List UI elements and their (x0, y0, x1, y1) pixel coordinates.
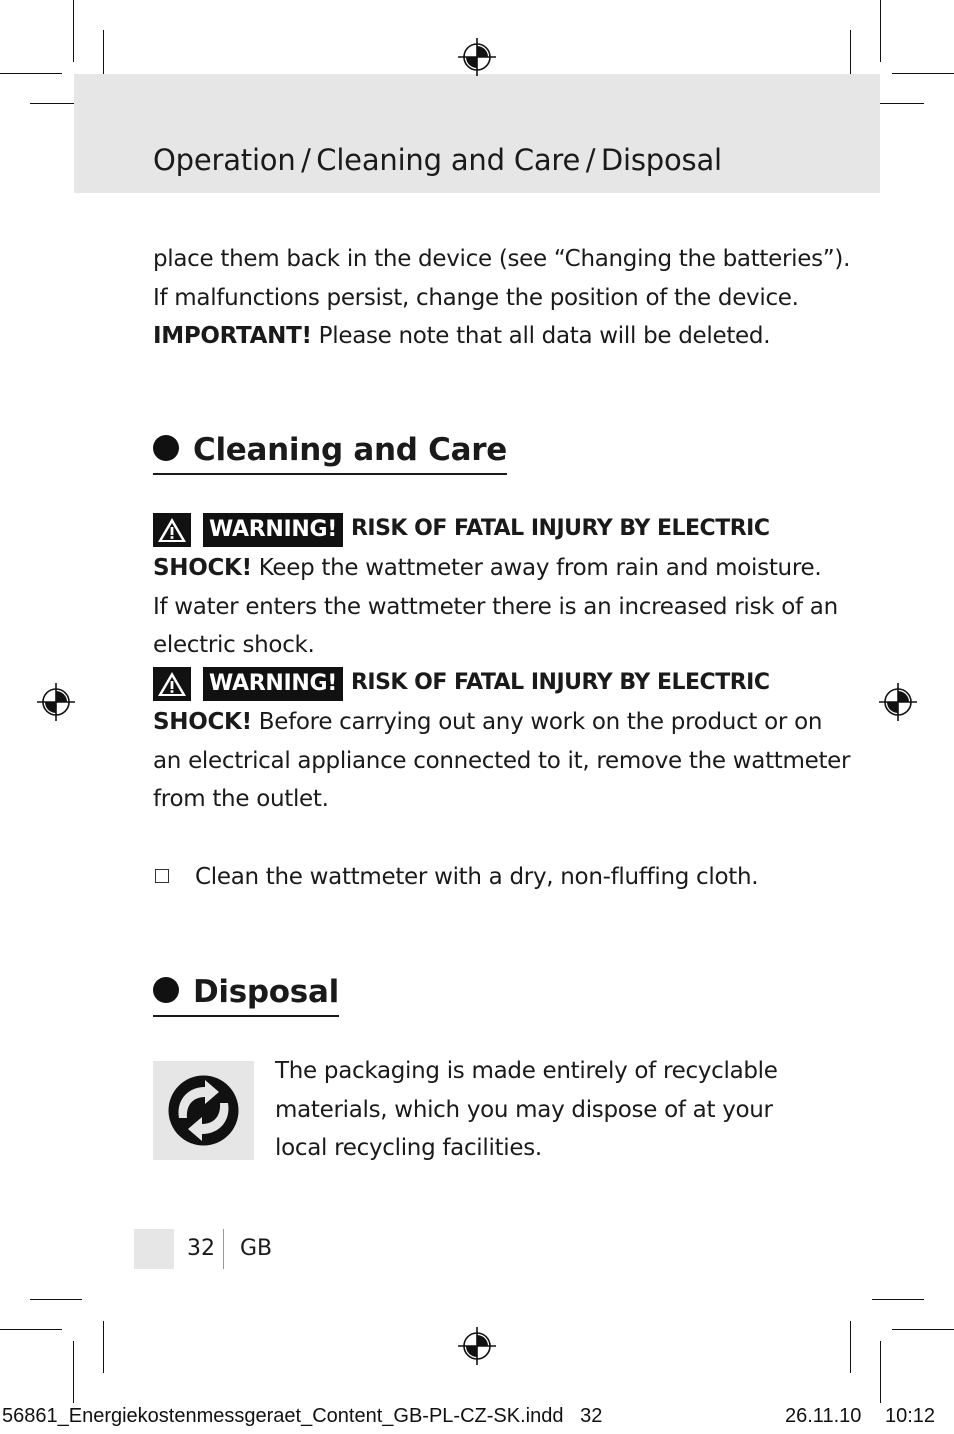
checkbox-bullet-icon (155, 869, 169, 883)
registration-mark-icon (457, 1326, 497, 1366)
important-note (153, 317, 813, 356)
shock-label: SHOCK! (153, 709, 252, 735)
warning-text: Before carrying out any work on the product or on (251, 709, 823, 735)
registration-mark-icon (457, 37, 497, 77)
shock-label: SHOCK! (153, 555, 252, 581)
important-text: Please note that all data will be deleted. (311, 323, 771, 350)
warning-badge: WARNING! (203, 513, 343, 547)
language-code: GB (240, 1236, 273, 1261)
crop-mark (0, 1329, 62, 1330)
crop-mark (880, 1341, 881, 1403)
warning-triangle-icon (153, 667, 191, 701)
warning-line (153, 703, 823, 742)
intro-line: place them back in the device (see “Changing the batteries”). (153, 246, 851, 272)
warning-title: RISK OF FATAL INJURY BY ELECTRIC (350, 670, 770, 696)
disposal-paragraph (275, 1052, 795, 1168)
important-label: IMPORTANT! (153, 323, 312, 350)
page-number-tab (134, 1229, 174, 1269)
section-heading-disposal (153, 969, 339, 1017)
registration-mark-icon (36, 682, 76, 722)
warning-line: electric shock. (153, 632, 315, 659)
warning-triangle-icon (153, 513, 191, 547)
instruction-text: Clean the wattmeter with a dry, non-fluffing cloth. (195, 864, 759, 890)
crop-mark (103, 1321, 104, 1373)
recycling-symbol-icon (153, 1061, 254, 1160)
crop-mark (880, 0, 881, 62)
warning-text: Keep the wattmeter away from rain and moisture. (251, 555, 822, 581)
warning-badge: WARNING! (203, 667, 343, 701)
section-heading-text: Cleaning and Care (193, 432, 507, 468)
disposal-line: local recycling facilities. (275, 1135, 542, 1162)
registration-mark-icon (878, 682, 918, 722)
crop-mark (30, 1299, 82, 1300)
warning-line: an electrical appliance connected to it, remove the wattmeter (153, 747, 851, 774)
section-heading-text: Disposal (193, 974, 339, 1010)
crop-mark (850, 1321, 851, 1373)
intro-paragraph (153, 240, 851, 356)
print-slug-filename: 56861_Energiekostenmessgeraet_Content_GB-PL-CZ-SK.indd 32 (2, 1405, 603, 1427)
section-heading-cleaning (153, 427, 507, 475)
crop-mark (73, 0, 74, 62)
instruction-step (153, 858, 813, 897)
crop-mark (872, 1299, 924, 1300)
intro-line: If malfunctions persist, change the position of the device. (153, 284, 799, 311)
warning-line: If water enters the wattmeter there is an increased risk of an (153, 593, 838, 620)
bullet-dot-icon (153, 977, 179, 1003)
crop-mark (73, 1341, 74, 1403)
warning-title-line (153, 664, 813, 703)
disposal-line: The packaging is made entirely of recyclable (275, 1058, 778, 1084)
crop-mark (892, 73, 954, 74)
warning-block (153, 510, 838, 665)
warning-title: RISK OF FATAL INJURY BY ELECTRIC (350, 516, 770, 542)
warning-line (153, 549, 822, 588)
bullet-dot-icon (153, 435, 179, 461)
disposal-line: materials, which you may dispose of at your (275, 1096, 773, 1123)
crop-mark (892, 1329, 954, 1330)
warning-line: from the outlet. (153, 786, 329, 813)
page-number: 32 (187, 1236, 215, 1261)
page-number-divider (223, 1229, 224, 1269)
print-slug-time: 10:12 (885, 1405, 936, 1427)
warning-title-line (153, 510, 813, 549)
print-slug-date: 26.11.10 (785, 1405, 862, 1427)
page-title: Operation / Cleaning and Care / Disposal (153, 143, 722, 177)
crop-mark (0, 73, 62, 74)
warning-block (153, 664, 851, 819)
